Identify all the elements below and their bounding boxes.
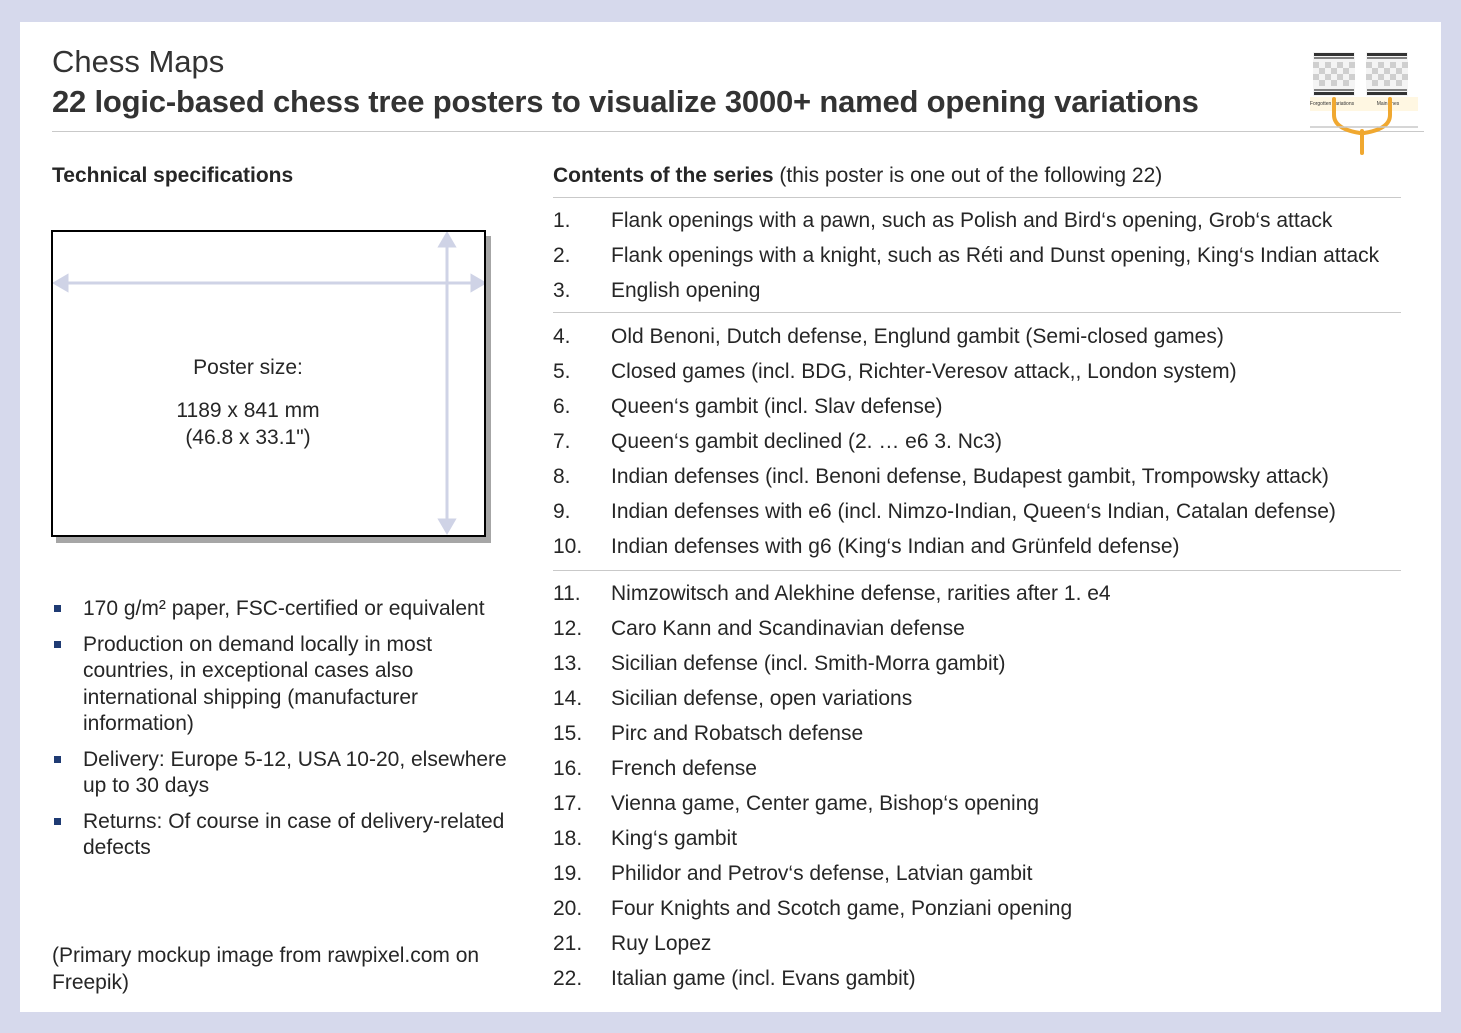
item-number: 18. [553,827,583,850]
item-number: 16. [553,757,583,780]
item-number: 3. [553,279,571,302]
item-number: 17. [553,792,583,815]
item-number: 15. [553,722,583,745]
contents-heading-bold: Contents of the series [553,164,774,187]
list-item [553,535,1180,559]
image-credit: (Primary mockup image from rawpixel.com on Freepik) [52,944,480,994]
list-item [553,827,737,851]
list-item [553,279,760,303]
poster-size-diagram [51,230,486,537]
item-text: Queen‘s gambit (incl. Slav defense) [611,395,943,418]
item-number: 7. [553,430,571,453]
item-number: 14. [553,687,583,710]
item-text: Ruy Lopez [611,932,712,955]
item-number: 12. [553,617,583,640]
item-number: 11. [553,582,581,605]
mini-board-left [1313,52,1355,96]
item-text: Caro Kann and Scandinavian defense [611,617,965,640]
mini-board-right [1366,52,1408,96]
list-item: Delivery: Europe 5-12, USA 10-20, elsewhere up to 30 days [52,747,512,800]
item-text: Closed games (incl. BDG, Richter-Veresov attack,, London system) [611,360,1237,383]
item-number: 20. [553,897,583,920]
item-text: Philidor and Petrov‘s defense, Latvian gambit [611,862,1033,885]
item-number: 4. [553,325,571,348]
item-text: Indian defenses with e6 (incl. Nimzo-Indian, Queen‘s Indian, Catalan defense) [611,500,1336,523]
divider [553,570,1401,571]
item-number: 9. [553,500,571,523]
list-item: Production on demand locally in most countries, in exceptional cases also international shipping (manufacturer information) [52,632,512,738]
list-item [553,757,757,781]
list-item [553,465,1329,489]
list-item: Returns: Of course in case of delivery-related defects [52,809,512,862]
bullet-icon [54,641,61,648]
item-text: Pirc and Robatsch defense [611,722,864,745]
list-item [553,244,1379,268]
list-item: 170 g/m² paper, FSC-certified or equivalent [52,596,512,623]
divider [553,312,1401,313]
item-text: Italian game (incl. Evans gambit) [611,967,916,990]
bullet-icon [54,818,61,825]
list-item [553,932,711,956]
item-text: Indian defenses (incl. Benoni defense, Budapest gambit, Trompowsky attack) [611,465,1329,488]
item-text: French defense [611,757,757,780]
item-text: Sicilian defense, open variations [611,687,913,710]
dimension-arrows [53,232,484,535]
chess-tree-logo-icon [1310,49,1418,155]
page-title: Chess Maps [52,44,225,79]
item-number: 22. [553,967,583,990]
divider [553,197,1401,198]
item-text: Four Knights and Scotch game, Ponziani opening [611,897,1073,920]
item-number: 21. [553,932,583,955]
list-item [553,897,1072,921]
item-number: 8. [553,465,571,488]
item-text: Old Benoni, Dutch defense, Englund gambit (Semi-closed games) [611,325,1224,348]
title-divider [52,131,1424,132]
poster-size-inches: (46.8 x 33.1") [185,426,311,449]
item-number: 2. [553,244,571,267]
item-number: 6. [553,395,571,418]
list-item [553,652,1005,676]
item-text: English opening [611,279,761,302]
tech-specs-heading: Technical specifications [52,164,294,187]
list-item [553,395,943,419]
item-text: Flank openings with a knight, such as Réti and Dunst opening, King‘s Indian attack [611,244,1380,267]
list-item [553,325,1224,349]
item-text: Flank openings with a pawn, such as Polish and Bird‘s opening, Grob‘s attack [611,209,1333,232]
item-number: 10. [553,535,583,558]
spec-list [52,596,512,871]
item-number: 1. [553,209,571,232]
list-item [553,582,1111,606]
poster-size-mm: 1189 x 841 mm [176,399,320,422]
item-number: 19. [553,862,583,885]
item-text: Nimzowitsch and Alekhine defense, rarities after 1. e4 [611,582,1111,605]
bullet-icon [54,605,61,612]
list-item [553,967,916,991]
item-number: 13. [553,652,583,675]
list-item [553,617,965,641]
list-item [553,209,1332,233]
item-text: King‘s gambit [611,827,738,850]
list-item [553,792,1039,816]
item-text: Vienna game, Center game, Bishop‘s opening [611,792,1040,815]
list-item [553,862,1032,886]
poster-size-label: Poster size: [193,356,303,379]
contents-heading-note: (this poster is one out of the following 22) [779,164,1163,187]
poster-page [20,22,1441,1012]
bullet-icon [54,756,61,763]
item-number: 5. [553,360,571,383]
list-item [553,687,912,711]
list-item [553,360,1237,384]
contents-heading [553,164,1162,188]
thumb-right-caption: Main lines [1376,101,1400,107]
list-item [553,430,1002,454]
item-text: Indian defenses with g6 (King‘s Indian and Grünfeld defense) [611,535,1180,558]
list-item [553,500,1336,524]
thumb-left-caption: Forgotten variations [1310,101,1355,107]
item-text: Sicilian defense (incl. Smith-Morra gambit) [611,652,1006,675]
list-item [553,722,863,746]
page-subtitle: 22 logic-based chess tree posters to visualize 3000+ named opening variations [52,84,1199,119]
item-text: Queen‘s gambit declined (2. … e6 3. Nc3) [611,430,1003,453]
